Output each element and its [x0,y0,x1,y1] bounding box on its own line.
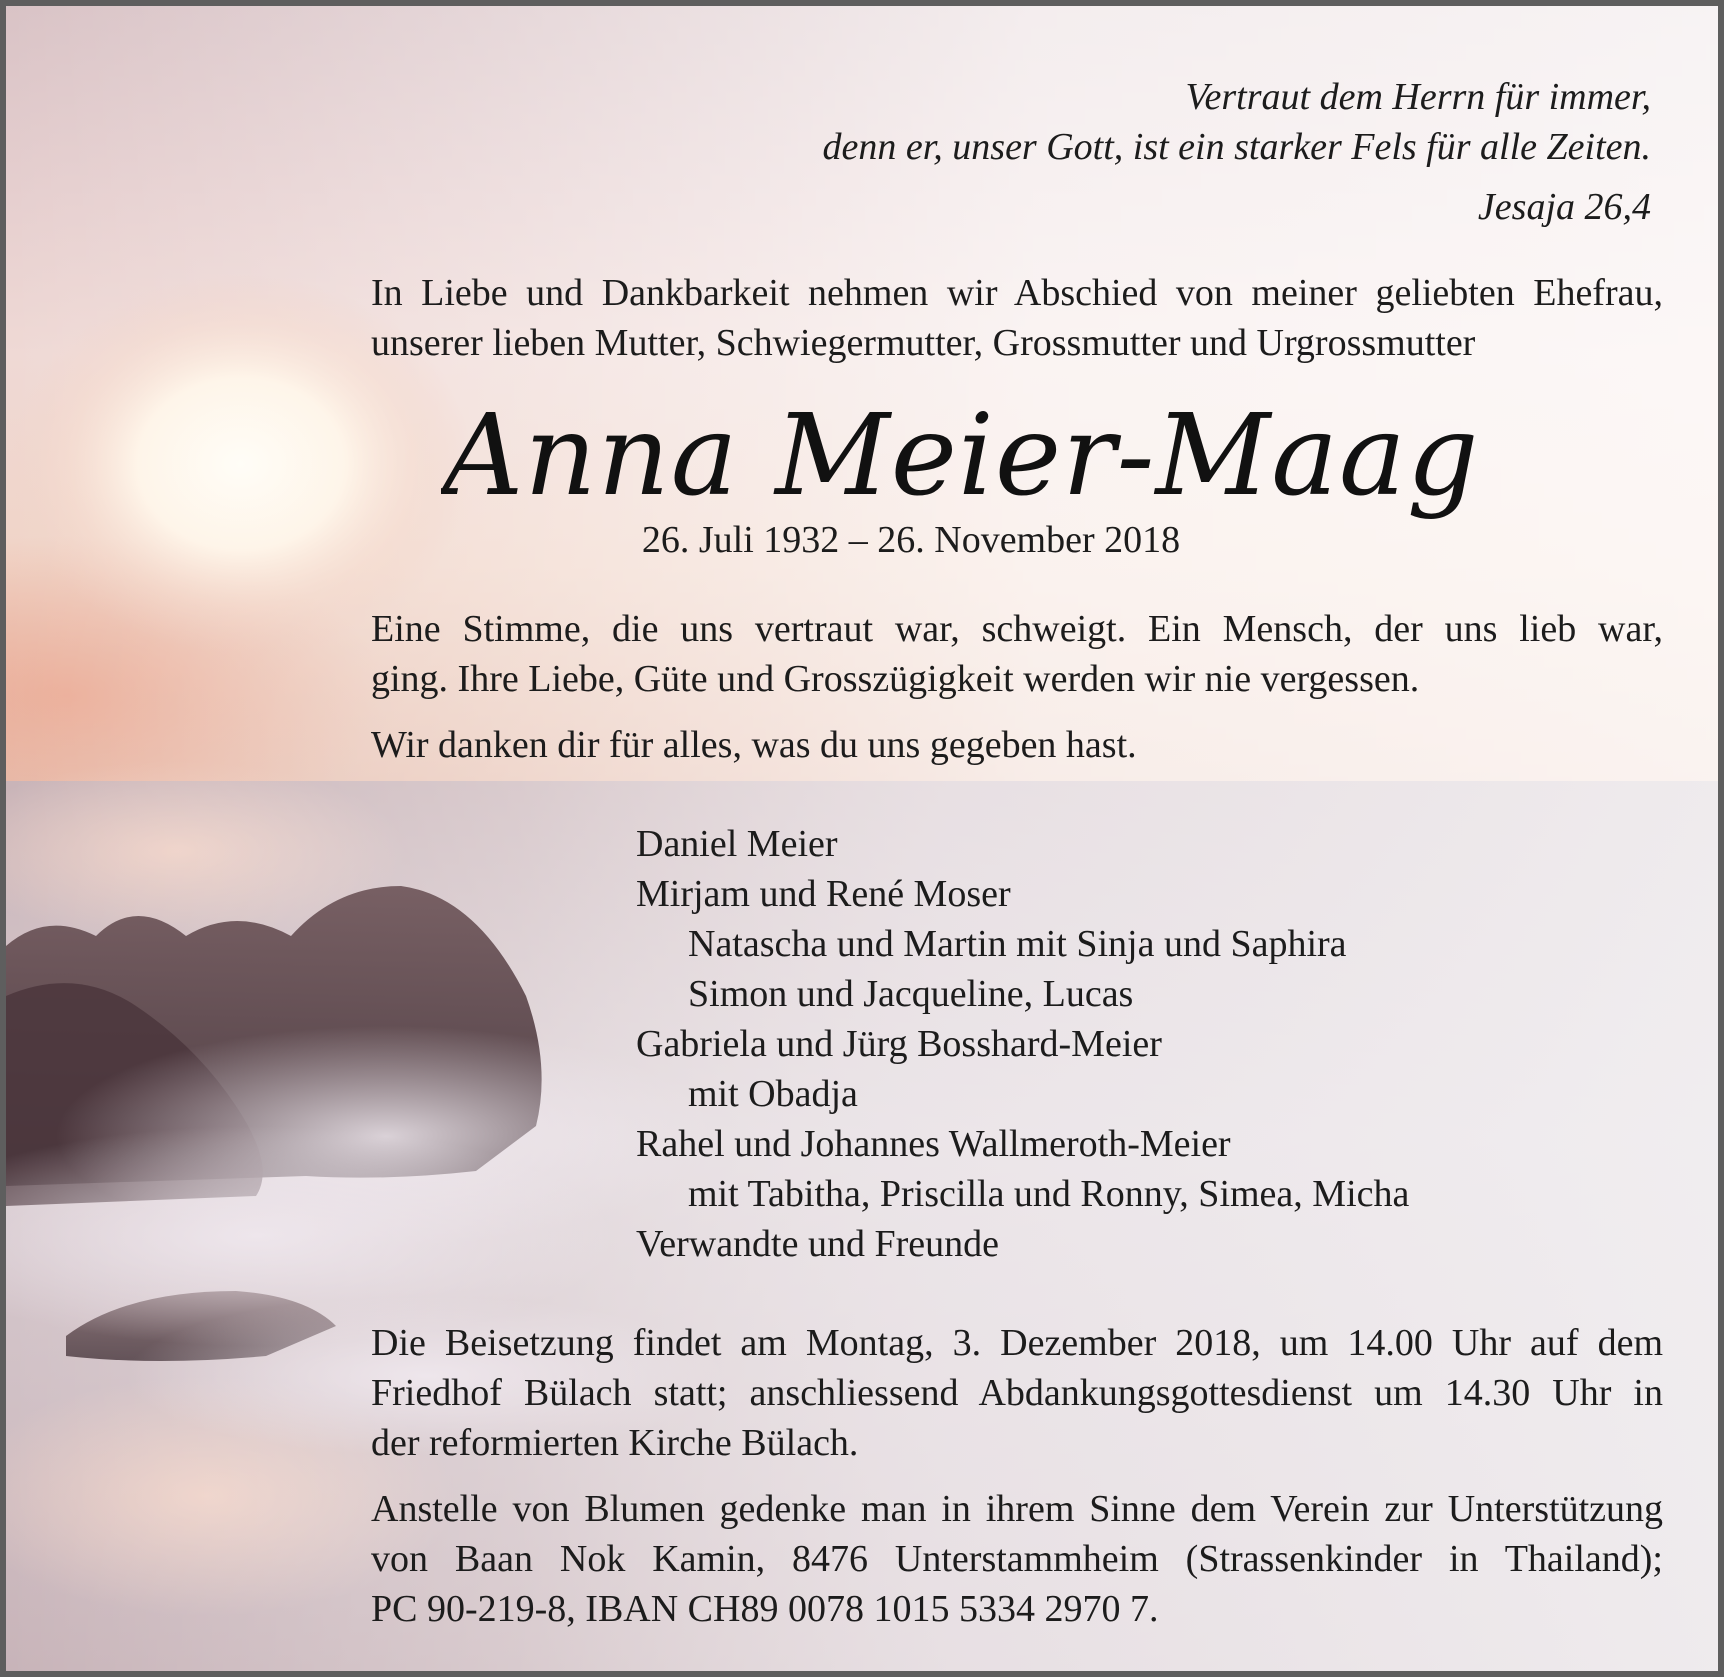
mourner-entry: Verwandte und Freunde [636,1223,1000,1265]
donation-line-2: von Baan Nok Kamin, 8476 Unterstammheim (Strassenkinder in Thailand); [371,1538,1663,1580]
tribute-text [371,604,1663,786]
mourner-entry: Daniel Meier [636,823,838,865]
mourner-entry: Mirjam und René Moser [636,873,1011,915]
intro-line-2: unserer lieben Mutter, Schwiegermutter, Grossmutter und Urgrossmutter [371,322,1476,364]
service-details [371,1318,1663,1650]
burial-line-3: der reformierten Kirche Bülach. [371,1422,859,1464]
tribute-paragraph-1 [371,604,1663,704]
deceased-name-text: Anna Meier-Maag [442,391,1480,521]
burial-line-1: Die Beisetzung findet am Montag, 3. Dezember 2018, um 14.00 Uhr auf dem [371,1322,1663,1364]
mourner-entry: Simon und Jacqueline, Lucas [688,973,1134,1015]
life-dates: 26. Juli 1932 – 26. November 2018 [641,519,1181,561]
mourner-entry: Natascha und Martin mit Sinja und Saphira [688,923,1347,965]
mourner-entry: Rahel und Johannes Wallmeroth-Meier [636,1123,1231,1165]
tribute-line-1: Eine Stimme, die uns vertraut war, schweigt. Ein Mensch, der uns lieb war, [371,608,1663,650]
donation-paragraph [371,1484,1663,1634]
mourner-entry: mit Obadja [688,1073,858,1115]
mourner-entry: mit Tabitha, Priscilla und Ronny, Simea, Micha [688,1173,1410,1215]
mourner-entry: Gabriela und Jürg Bosshard-Meier [636,1023,1162,1065]
donation-line-3: PC 90-219-8, IBAN CH89 0078 1015 5334 2970 7. [371,1588,1159,1630]
tribute-line-2: ging. Ihre Liebe, Güte und Grosszügigkeit werden wir nie vergessen. [371,658,1420,700]
intro-line-1: In Liebe und Dankbarkeit nehmen wir Abschied von meiner geliebten Ehefrau, [371,272,1663,314]
bible-verse [822,72,1651,232]
verse-line-1: Vertraut dem Herrn für immer, [1185,76,1651,118]
verse-reference: Jesaja 26,4 [1477,186,1651,228]
mourners-list [636,819,1409,1269]
burial-line-2: Friedhof Bülach statt; anschliessend Abdankungsgottesdienst um 14.30 Uhr in [371,1372,1663,1414]
verse-line-2: denn er, unser Gott, ist ein starker Fels für alle Zeiten. [822,126,1651,168]
intro-paragraph [371,268,1663,368]
donation-line-1: Anstelle von Blumen gedenke man in ihrem Sinne dem Verein zur Unterstützung [371,1488,1663,1530]
tribute-paragraph-2: Wir danken dir für alles, was du uns gegeben hast. [371,724,1137,766]
burial-paragraph [371,1318,1663,1468]
